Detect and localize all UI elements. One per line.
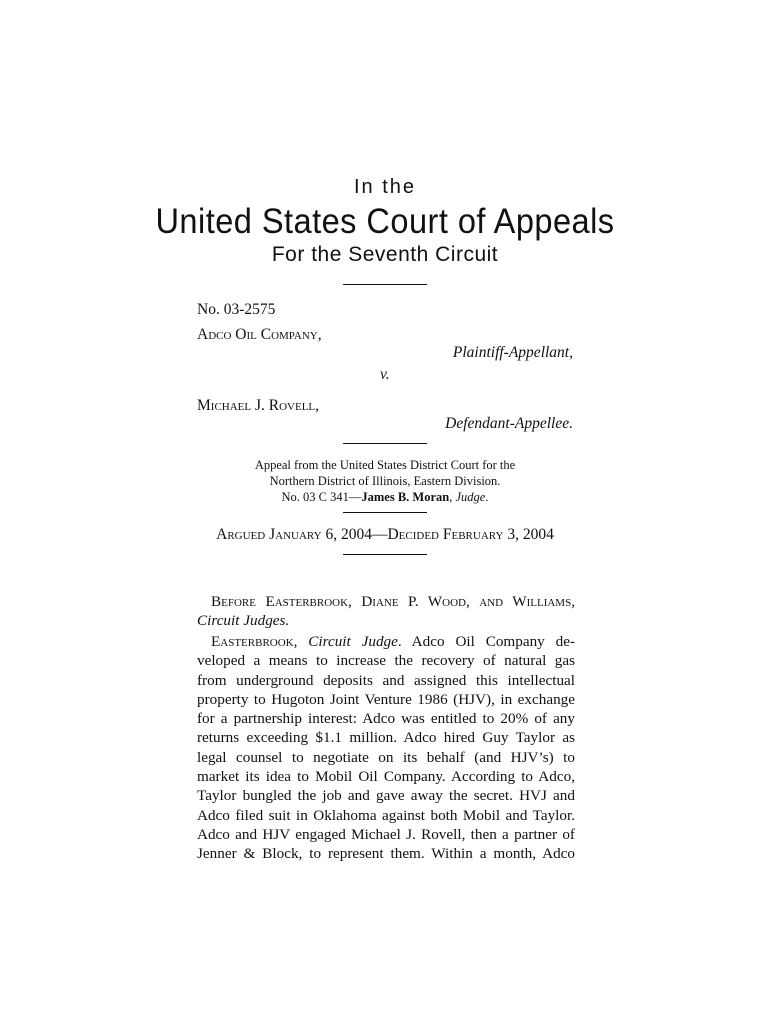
opinion-line-first: Easterbrook, Circuit Judge. Adco Oil Company de- xyxy=(211,633,575,650)
versus: v. xyxy=(380,366,390,383)
opinion-line: market its idea to Mobil Oil Company. According to Adco, xyxy=(197,768,575,786)
appeal-line-2: Northern District of Illinois, Eastern Division. xyxy=(269,474,501,488)
circuit-name: For the Seventh Circuit xyxy=(271,243,499,266)
opinion-first-line-text: . Adco Oil Company de- xyxy=(397,633,575,650)
divider-rule xyxy=(343,284,427,285)
opinion-line: Adco and HJV engaged Michael J. Rovell, then a partner of xyxy=(197,825,575,843)
appeal-separator: , xyxy=(449,490,456,504)
divider-rule xyxy=(343,554,427,555)
opinion-line: legal counsel to negotiate on its behalf (and HJV’s) to xyxy=(197,748,575,766)
court-name: United States Court of Appeals xyxy=(155,202,615,241)
plaintiff-role: Plaintiff-Appellant, xyxy=(452,344,573,361)
panel-line-2: Circuit Judges. xyxy=(197,612,290,630)
divider-rule xyxy=(343,443,427,444)
opinion-line: Jenner & Block, to represent them. Within a month, Adco xyxy=(197,845,575,863)
opinion-line: from underground deposits and assigned this intellectual xyxy=(197,671,575,689)
defendant-role: Defendant-Appellee. xyxy=(445,415,573,432)
panel-line-1: Before Easterbrook, Diane P. Wood, and Williams, xyxy=(211,593,575,610)
opinion-author: Easterbrook xyxy=(211,633,294,650)
opinion-line: for a partnership interest: Adco was entitled to 20% of any xyxy=(197,710,575,728)
appeal-docket: No. 03 C 341— xyxy=(281,490,362,504)
district-judge-name: James B. Moran xyxy=(361,490,450,504)
argued-decided-dates: Argued January 6, 2004—Decided February 3, 2004 xyxy=(216,526,554,543)
appeal-period: . xyxy=(485,490,489,504)
defendant-name: Michael J. Rovell, xyxy=(197,397,320,414)
plaintiff-name: Adco Oil Company, xyxy=(197,326,322,343)
appeal-line-3 xyxy=(0,489,770,505)
appeal-line-1: Appeal from the United States District Court for the xyxy=(254,458,516,472)
opinion-line: Taylor bungled the job and gave away the secret. HVJ and xyxy=(197,787,575,805)
opinion-line: returns exceeding $1.1 million. Adco hired Guy Taylor as xyxy=(197,729,575,747)
divider-rule xyxy=(343,512,427,513)
case-number: No. 03-2575 xyxy=(197,301,276,318)
district-judge-title: Judge xyxy=(455,490,486,504)
panel-block xyxy=(197,592,575,631)
opinion-line: Adco filed suit in Oklahoma against both Mobil and Taylor. xyxy=(197,806,575,824)
header-in-the: In the xyxy=(353,176,417,198)
opinion-line: property to Hugoton Joint Venture 1986 (HJV), in exchange xyxy=(197,690,575,708)
opinion-author-title: Circuit Judge xyxy=(308,633,398,650)
opinion-body xyxy=(197,632,575,864)
opinion-line: veloped a means to increase the recovery of natural gas xyxy=(197,652,575,670)
